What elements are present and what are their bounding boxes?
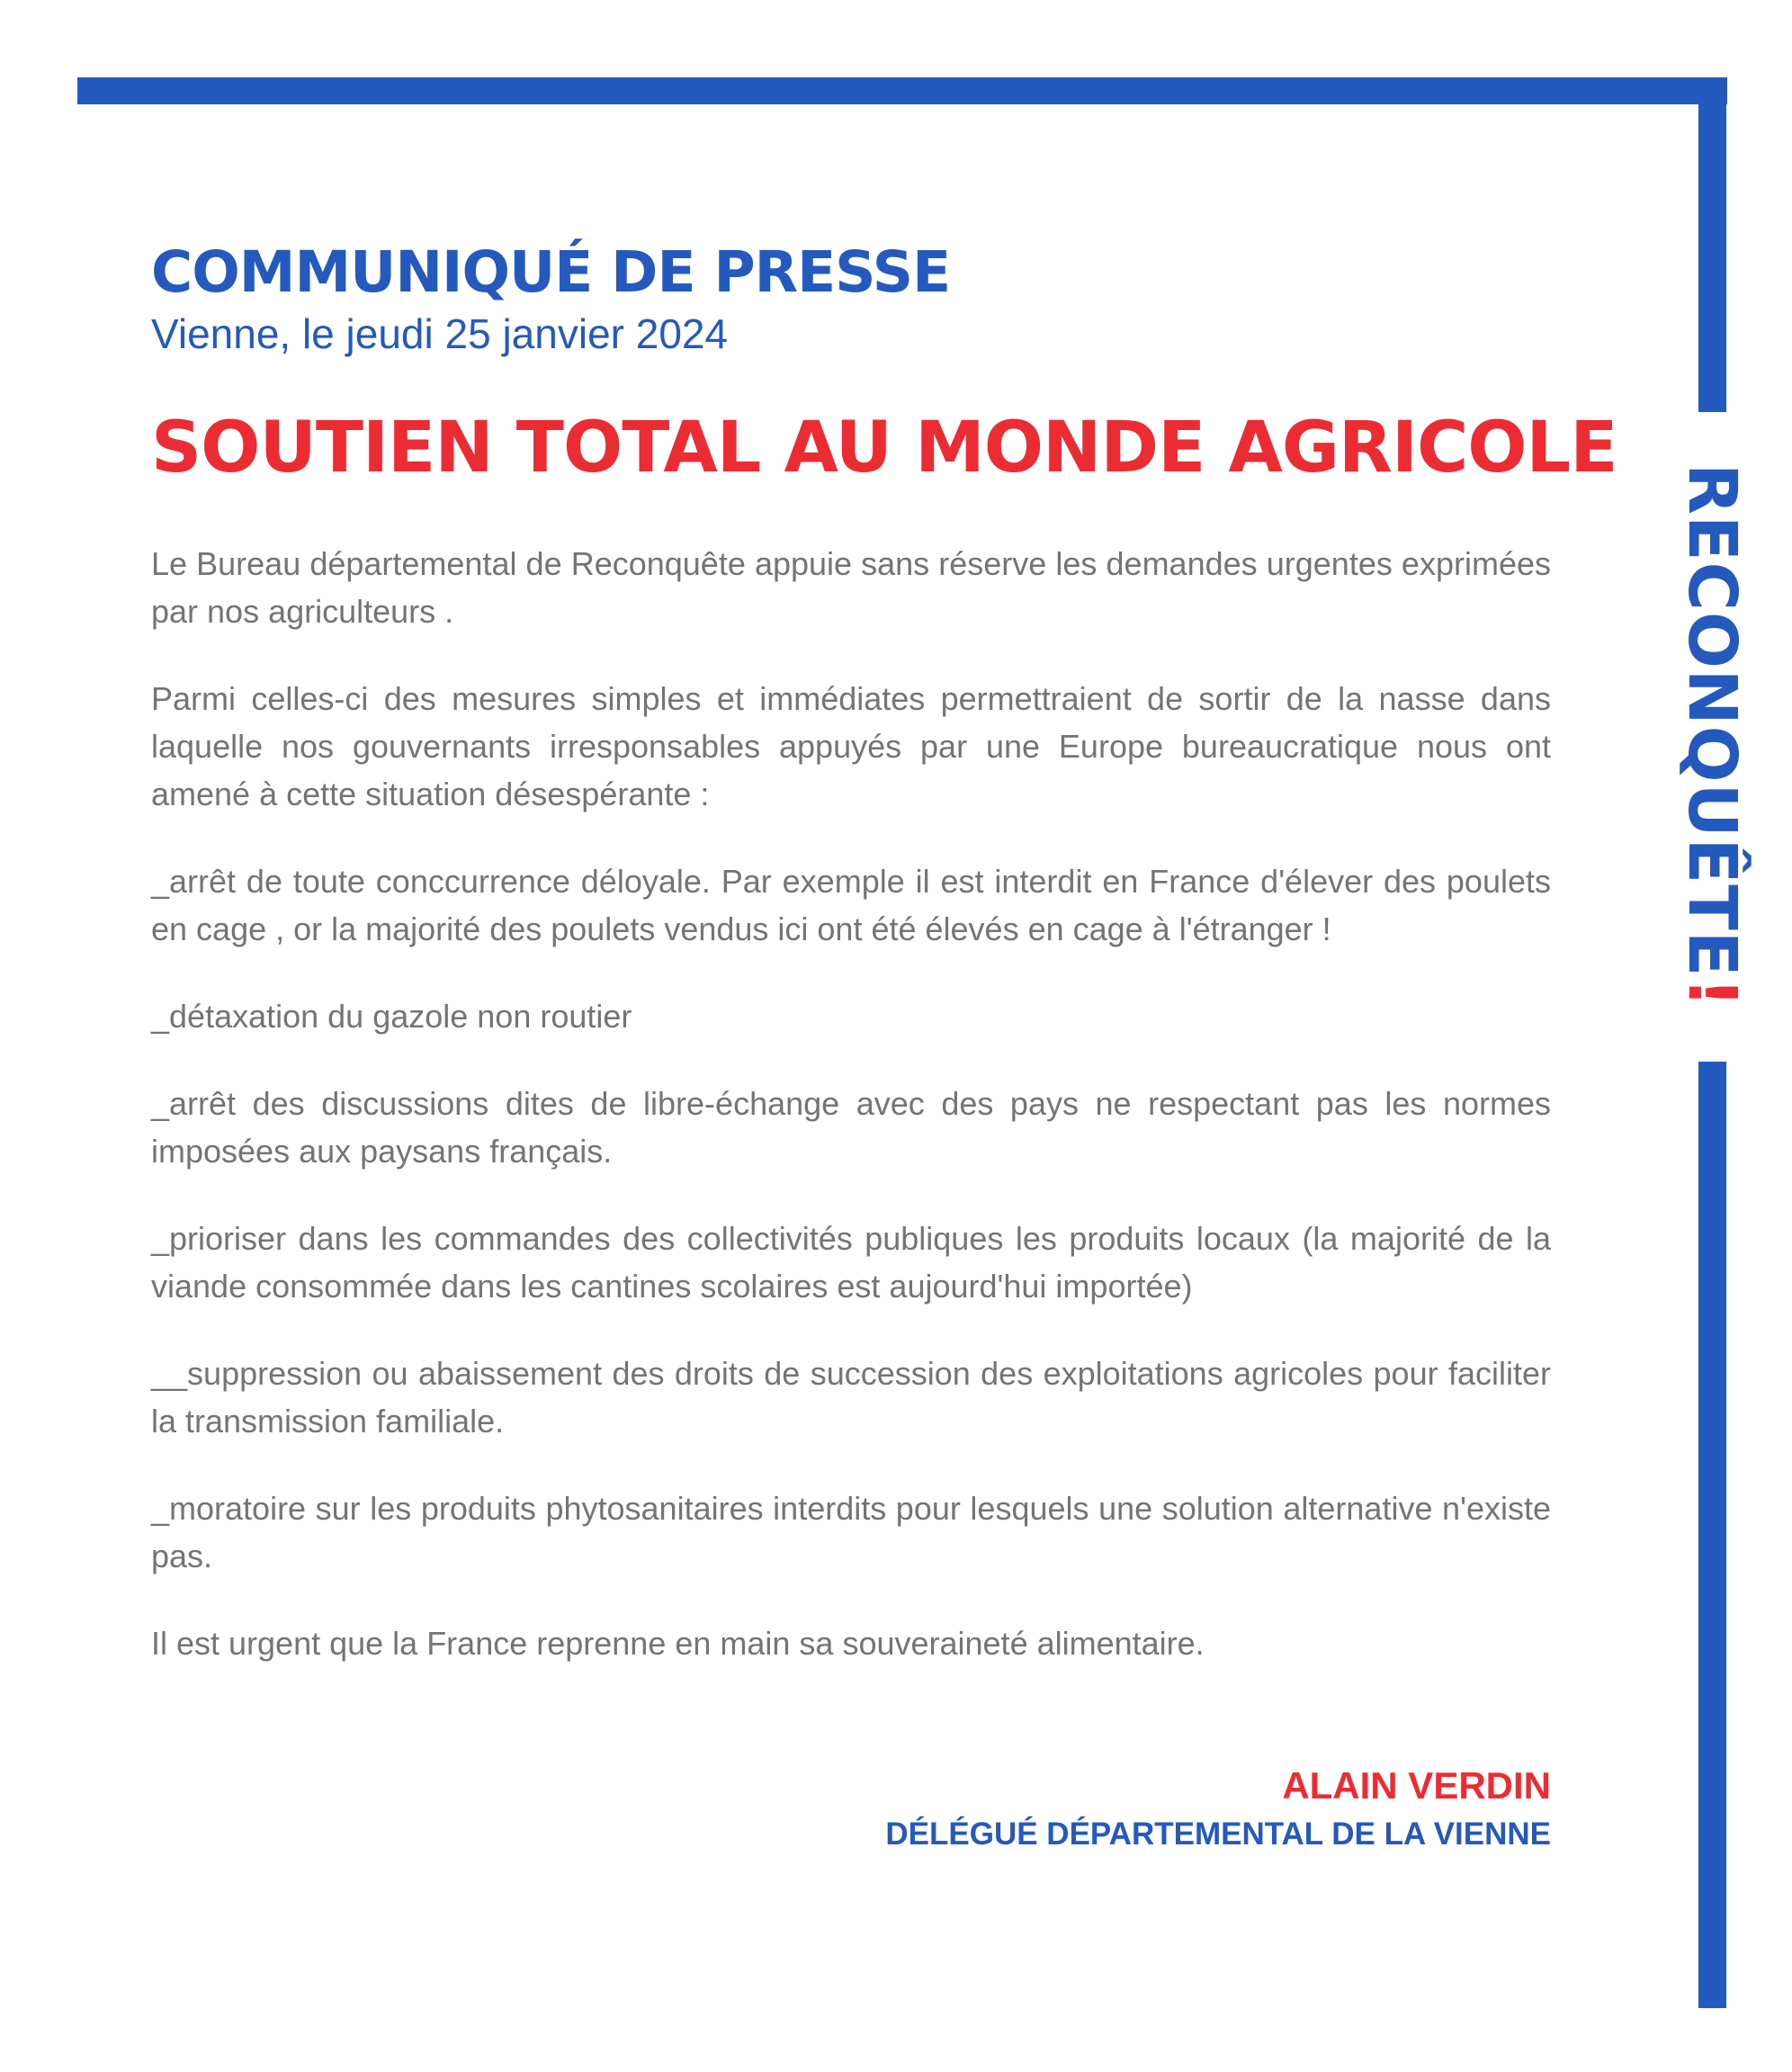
signatory-name: ALAIN VERDIN — [1282, 1764, 1551, 1807]
paragraph: __suppression ou abaissement des droits de succession des exploitations agricoles pour faciliter la transmission familiale. — [151, 1354, 1551, 1440]
paragraph: _détaxation du gazole non routier — [151, 997, 632, 1035]
dateline: Vienne, le jeudi 25 janvier 2024 — [151, 310, 729, 358]
signatory-title: DÉLÉGUÉ DÉPARTEMENTAL DE LA VIENNE — [885, 1816, 1551, 1852]
paragraph: Il est urgent que la France reprenne en main sa souveraineté alimentaire. — [151, 1624, 1205, 1662]
body-text — [151, 540, 1551, 1667]
paragraph: Parmi celles-ci des mesures simples et immédiates permettraient de sortir de la nasse dans laquelle nos gouvernants irresponsables appuyés par une Europe bureaucratique nous ont amené à cette situation désespérante : — [151, 679, 1551, 812]
reconquete-logo — [1673, 463, 1751, 1009]
frame-right-bar-upper — [1698, 77, 1726, 412]
headline: SOUTIEN TOTAL AU MONDE AGRICOLE — [151, 408, 1617, 489]
paragraph: _moratoire sur les produits phytosanitaires interdits pour lesquels une solution alternative n'existe pas. — [151, 1489, 1551, 1574]
logo-mark: ! — [1673, 977, 1751, 1009]
frame-top-bar — [77, 77, 1727, 104]
paragraph: Le Bureau départemental de Reconquête appuie sans réserve les demandes urgentes exprimées par nos agriculteurs . — [151, 544, 1551, 630]
paragraph: _arrêt des discussions dites de libre-échange avec des pays ne respectant pas les normes imposées aux paysans français. — [151, 1084, 1551, 1170]
signature-block — [885, 1763, 1551, 1853]
paragraph: _arrêt de toute conccurrence déloyale. Par exemple il est interdit en France d'élever des poulets en cage , or la majorité des poulets vendus ici ont été élevés en cage à l'étranger ! — [151, 862, 1551, 947]
frame-right-bar-lower — [1698, 1062, 1726, 2008]
paragraph: _prioriser dans les commandes des collectivités publiques les produits locaux (la majorité de la viande consommée dans les cantines scolaires est aujourd'hui importée) — [151, 1219, 1551, 1305]
document-kicker: COMMUNIQUÉ DE PRESSE — [151, 239, 951, 305]
logo-text: RECONQUÊTE — [1673, 462, 1751, 978]
press-release-content — [151, 239, 1617, 1707]
